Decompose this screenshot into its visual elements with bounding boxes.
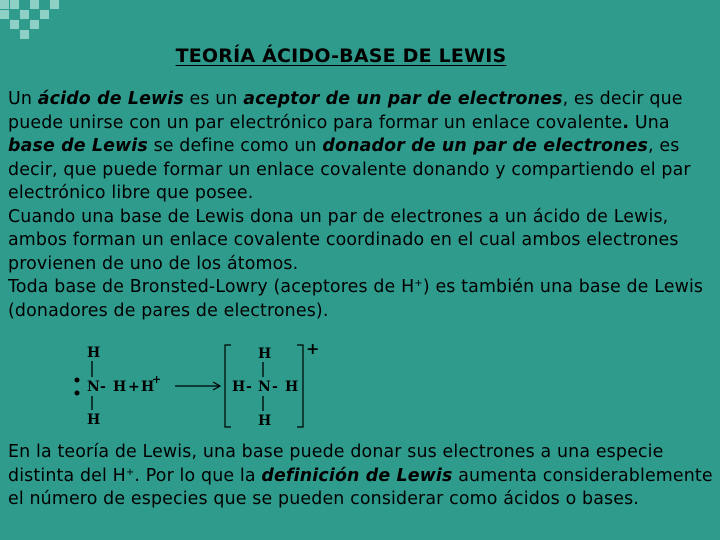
bond-dash-left: - [100,379,106,395]
proton-charge: + [152,373,162,386]
bond-dash-right-2: - [272,379,278,395]
atom-h-bottom-left: H [87,412,101,428]
lewis-reaction-diagram [55,333,355,433]
bracket-left [225,345,231,427]
atom-h-left-right: H [232,379,246,395]
slide-title: TEORÍA ÁCIDO-BASE DE LEWIS [175,45,507,67]
atom-n-left: N [87,379,100,395]
bond-dash-right-1: - [246,379,252,395]
corner-decoration [0,0,70,44]
atom-h-top-left: H [87,345,101,361]
atom-h-right-right: H [285,379,299,395]
ion-charge: + [306,339,320,358]
proton-h: H [141,379,155,395]
lone-pair-dot-bottom [75,391,80,396]
atom-h-top-right: H [258,346,272,362]
atom-h-side-left: H [113,379,127,395]
atom-n-right: N [258,379,271,395]
plus-operator: + [128,379,140,395]
lone-pair-dot-top [75,378,80,383]
atom-h-bottom-right: H [258,413,272,429]
paragraph-conclusion: En la teoría de Lewis, una base puede donar sus electrones a una especie distinta del H+. Por lo que la definición de Lewis aumenta considerablemente el número de especies que se pueden considerar como ácidos o bases. [8,442,713,509]
paragraph-definitions: Un ácido de Lewis es un aceptor de un par de electrones, es decir que puede unirse con un par electrónico para formar un enlace covalente. Una base de Lewis se define como un donador de un par de electrones, es decir, que puede formar un enlace covalente donando y compartiendo el par electrónico libre que posee. Cuando una base de Lewis dona un par de electrones a un ácido de Lewis, ambos forman un enlace covalente coordinado en el cual ambos electrones provienen de uno de los átomos. Toda base de Bronsted-Lowry (aceptores de H+) es también una base de Lewis (donadores de pares de electrones). [8,89,704,321]
